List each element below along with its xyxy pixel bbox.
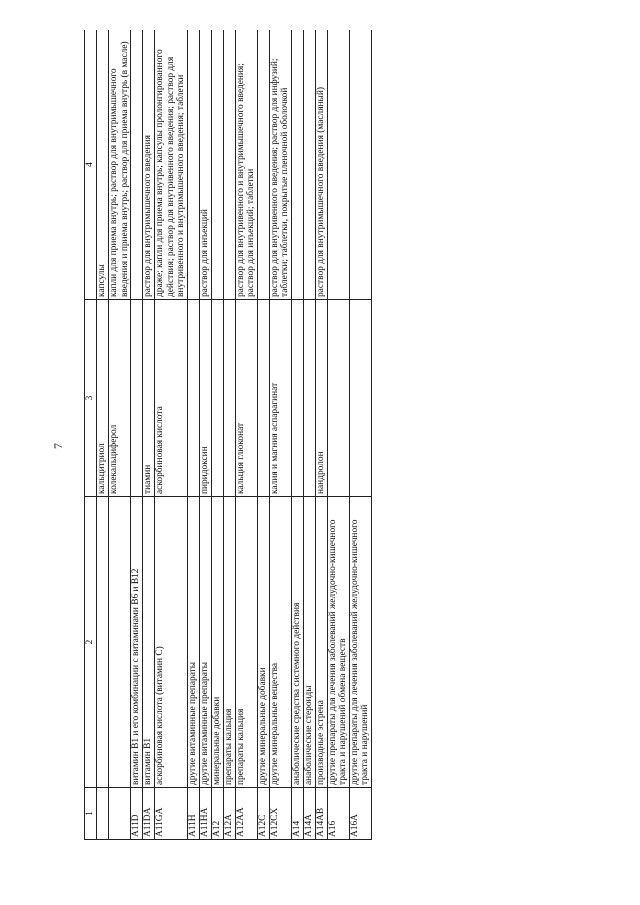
substance-name-cell bbox=[303, 300, 315, 497]
table-row bbox=[109, 30, 131, 840]
atc-code-cell: A16 bbox=[327, 788, 349, 840]
table-row bbox=[187, 30, 199, 840]
anatomical-group-cell bbox=[97, 497, 109, 788]
anatomical-group-cell: другие препараты для лечения заболеваний желудочно-кишечного тракта и нарушений обмена веществ bbox=[327, 497, 349, 788]
anatomical-group-cell: другие препараты для лечения заболеваний желудочно-кишечного тракта и нарушений bbox=[349, 497, 371, 788]
table-body bbox=[97, 30, 372, 840]
atc-code-cell: A12AA bbox=[235, 788, 257, 840]
dosage-form-cell bbox=[303, 30, 315, 300]
column-header: 2 bbox=[85, 497, 97, 788]
anatomical-group-cell: другие витаминные препараты bbox=[187, 497, 199, 788]
table-row bbox=[257, 30, 269, 840]
table-row bbox=[315, 30, 327, 840]
anatomical-group-cell: препараты кальция bbox=[223, 497, 235, 788]
atc-code-cell: A11GA bbox=[155, 788, 188, 840]
substance-name-cell: пиридоксин bbox=[199, 300, 211, 497]
table-row bbox=[349, 30, 371, 840]
atc-code-cell: A12C bbox=[257, 788, 269, 840]
table-row bbox=[327, 30, 349, 840]
dosage-form-cell bbox=[257, 30, 269, 300]
table-row bbox=[303, 30, 315, 840]
dosage-form-cell: раствор для внутримышечного введения (масляный) bbox=[315, 30, 327, 300]
substance-name-cell bbox=[327, 300, 349, 497]
substance-name-cell: кальцитриол bbox=[97, 300, 109, 497]
table-row bbox=[97, 30, 109, 840]
substance-name-cell: тиамин bbox=[143, 300, 155, 497]
atc-code-cell bbox=[109, 788, 131, 840]
substance-name-cell bbox=[211, 300, 223, 497]
anatomical-group-cell: минеральные добавки bbox=[211, 497, 223, 788]
column-header: 4 bbox=[85, 30, 97, 300]
table-header-row bbox=[85, 30, 97, 840]
substance-name-cell: аскорбиновая кислота bbox=[155, 300, 188, 497]
anatomical-group-cell: другие витаминные препараты bbox=[199, 497, 211, 788]
atc-code-cell: A16A bbox=[349, 788, 371, 840]
atc-code-cell: A11H bbox=[187, 788, 199, 840]
anatomical-group-cell: другие минеральные вещества bbox=[269, 497, 291, 788]
dosage-form-cell: раствор для внутривенного введения; раствор для инфузий; таблетки; таблетки, покрытые пленочной оболочкой bbox=[269, 30, 291, 300]
table-row bbox=[143, 30, 155, 840]
atc-code-cell: A11D bbox=[131, 788, 143, 840]
anatomical-group-cell: аскорбиновая кислота (витамин С) bbox=[155, 497, 188, 788]
dosage-form-cell bbox=[187, 30, 199, 300]
atc-code-cell bbox=[97, 788, 109, 840]
substance-name-cell bbox=[291, 300, 303, 497]
anatomical-group-cell bbox=[109, 497, 131, 788]
table-row bbox=[199, 30, 211, 840]
dosage-form-cell: раствор для внутримышечного введения bbox=[143, 30, 155, 300]
drug-table bbox=[84, 30, 372, 840]
anatomical-group-cell: витамин B1 и его комбинации с витаминами B6 и B12 bbox=[131, 497, 143, 788]
atc-code-cell: A12 bbox=[211, 788, 223, 840]
rotated-table-wrapper bbox=[84, 30, 624, 840]
substance-name-cell bbox=[131, 300, 143, 497]
anatomical-group-cell: другие минеральные добавки bbox=[257, 497, 269, 788]
column-header: 3 bbox=[85, 300, 97, 497]
dosage-form-cell bbox=[349, 30, 371, 300]
anatomical-group-cell: производные эстрена bbox=[315, 497, 327, 788]
page-number: 7 bbox=[51, 443, 65, 449]
table-row bbox=[155, 30, 188, 840]
substance-name-cell: колекальциферол bbox=[109, 300, 131, 497]
table-row bbox=[223, 30, 235, 840]
atc-code-cell: A12CX bbox=[269, 788, 291, 840]
substance-name-cell bbox=[257, 300, 269, 497]
table-row bbox=[235, 30, 257, 840]
dosage-form-cell bbox=[223, 30, 235, 300]
substance-name-cell bbox=[349, 300, 371, 497]
atc-code-cell: A14AB bbox=[315, 788, 327, 840]
atc-code-cell: A11DA bbox=[143, 788, 155, 840]
table-row bbox=[291, 30, 303, 840]
anatomical-group-cell: витамин B1 bbox=[143, 497, 155, 788]
dosage-form-cell: раствор для инъекций bbox=[199, 30, 211, 300]
anatomical-group-cell: препараты кальция bbox=[235, 497, 257, 788]
dosage-form-cell: драже; капли для приема внутрь; капсулы пролонгированного действия; раствор для внутривенного введения; раствор для внутривенного и внутримышечного введения; таблетки bbox=[155, 30, 188, 300]
table-row bbox=[131, 30, 143, 840]
dosage-form-cell bbox=[291, 30, 303, 300]
substance-name-cell bbox=[187, 300, 199, 497]
table-row bbox=[211, 30, 223, 840]
dosage-form-cell bbox=[211, 30, 223, 300]
dosage-form-cell bbox=[131, 30, 143, 300]
atc-code-cell: A14A bbox=[303, 788, 315, 840]
column-header: 1 bbox=[85, 788, 97, 840]
dosage-form-cell: капли для приема внутрь; раствор для внутримышечного введения и приема внутрь; раствор для приема внутрь (в масле) bbox=[109, 30, 131, 300]
atc-code-cell: A12A bbox=[223, 788, 235, 840]
anatomical-group-cell: анаболические стероиды bbox=[303, 497, 315, 788]
dosage-form-cell bbox=[327, 30, 349, 300]
document-sheet bbox=[84, 30, 624, 840]
substance-name-cell: кальция глюконат bbox=[235, 300, 257, 497]
substance-name-cell bbox=[223, 300, 235, 497]
dosage-form-cell: капсулы bbox=[97, 30, 109, 300]
atc-code-cell: A11HA bbox=[199, 788, 211, 840]
anatomical-group-cell: анаболические средства системного действия bbox=[291, 497, 303, 788]
atc-code-cell: A14 bbox=[291, 788, 303, 840]
substance-name-cell: калия и магния аспарагинат bbox=[269, 300, 291, 497]
dosage-form-cell: раствор для внутривенного и внутримышечного введения; раствор для инъекций; таблетки bbox=[235, 30, 257, 300]
table-row bbox=[269, 30, 291, 840]
substance-name-cell: нандролон bbox=[315, 300, 327, 497]
